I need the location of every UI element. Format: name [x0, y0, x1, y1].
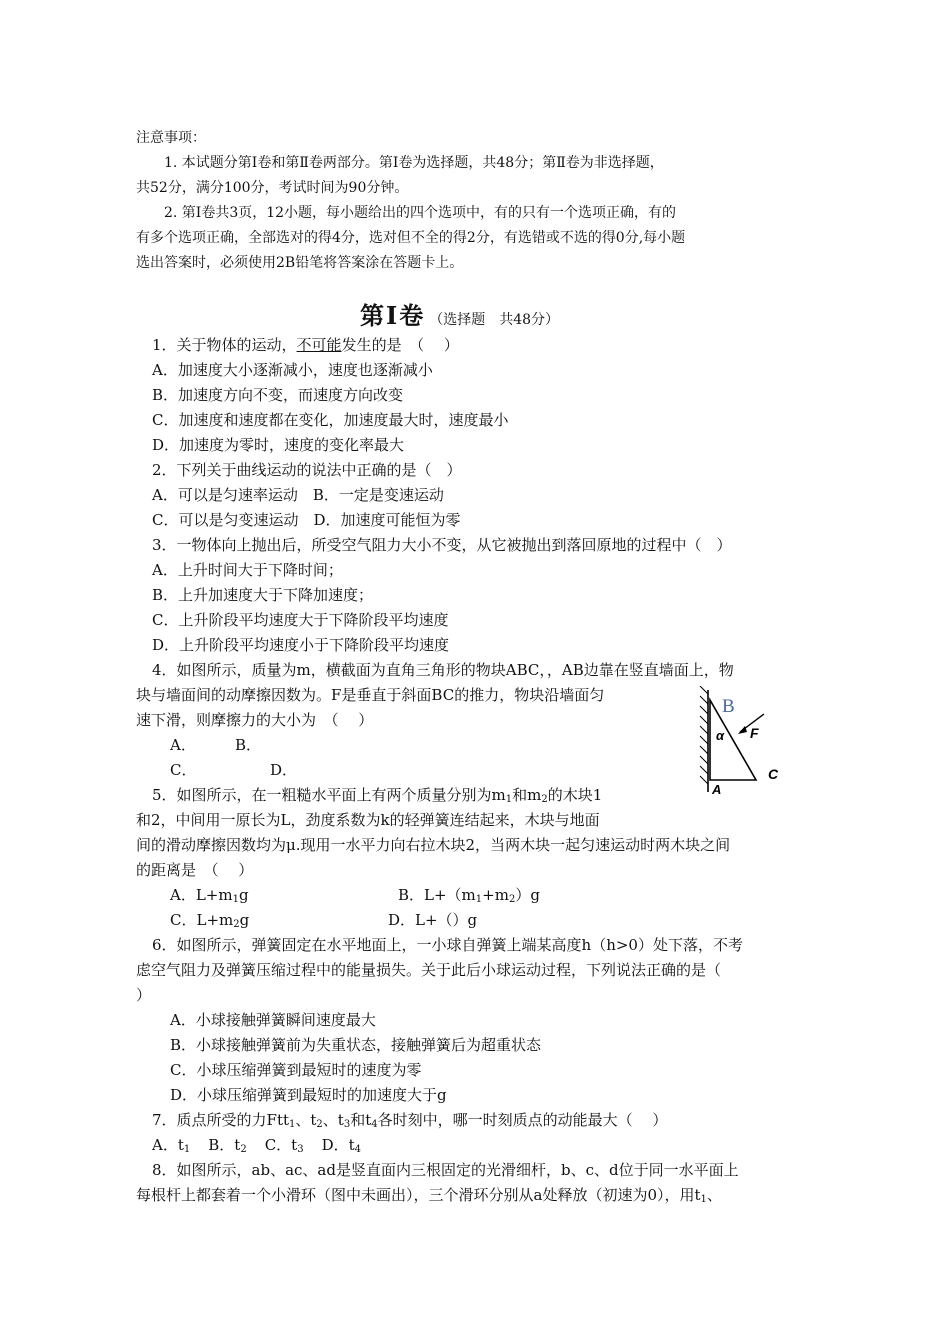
q5-l1-mid: 和m: [512, 786, 542, 804]
label-a: A: [712, 782, 722, 797]
q7-option-a: A．t: [152, 1136, 184, 1154]
q5-option-d: D．L+（）g: [388, 911, 478, 929]
q7-options: [152, 1135, 361, 1155]
q4-option-a: A．: [170, 736, 196, 754]
wall-hatching: [700, 686, 708, 784]
notes-line-4: 有多个选项正确，全部选对的得4分，选对但不全的得2分，有选错或不选的得0分,每小题: [136, 230, 686, 246]
q8-l2-post: 、: [706, 1186, 722, 1204]
q5-c-sub: 2: [233, 919, 240, 930]
q4-line-2: 块与墙面间的动摩擦因数为。F是垂直于斜面BC的推力，物块沿墙面匀: [136, 686, 605, 704]
q7-stem-pre: 7．质点所受的力Ftt: [152, 1111, 290, 1129]
q7-stem-sub1: 1: [289, 1119, 296, 1130]
q3-option-c: C．上升阶段平均速度大于下降阶段平均速度: [152, 611, 449, 629]
q5-b-pre: B．L+（m: [398, 886, 476, 904]
q4-option-d: D．: [270, 761, 298, 779]
q7-stem-mid1: 、t: [295, 1111, 317, 1129]
notes-line-1: 1. 本试题分第Ⅰ卷和第Ⅱ卷两部分。第Ⅰ卷为选择题，共48分；第Ⅱ卷为非选择题，: [164, 155, 664, 171]
q8-line-1: 8．如图所示，ab、ac、ad是竖直面内三根固定的光滑细杆，b、c、d位于同一水平面上: [152, 1161, 739, 1179]
q5-line-2: 和2，中间用一原长为L，劲度系数为k的轻弹簧连结起来，木块与地面: [136, 811, 600, 829]
q7-stem: [152, 1110, 667, 1130]
q5-l1-post: 的木块1: [547, 786, 603, 804]
q7-stem-mid3: 和t: [350, 1111, 372, 1129]
q5-a-post: g: [238, 886, 249, 904]
q7-option-b: B．t: [208, 1136, 241, 1154]
q1-stem-pre: 1．关于物体的运动，: [152, 336, 297, 354]
label-c: C: [768, 766, 779, 782]
q6-line-1: 6．如图所示，弹簧固定在水平地面上，一小球自弹簧上端某高度h（h>0）处下落，不考: [152, 936, 743, 954]
q3-option-b: B．上升加速度大于下降加速度；: [152, 586, 374, 604]
notes-line-2: 共52分，满分100分，考试时间为90分钟。: [136, 180, 409, 196]
q6-option-c: C．小球压缩弹簧到最短时的速度为零: [170, 1061, 422, 1079]
q8-l2-pre: 每根杆上都套着一个小滑环（图中未画出），三个滑环分别从a处释放（初速为0），用t: [136, 1186, 701, 1204]
q3-option-d: D．上升阶段平均速度小于下降阶段平均速度: [152, 636, 450, 654]
notes-heading: 注意事项：: [136, 130, 206, 146]
q5-line-4: 的距离是 （ ）: [136, 861, 254, 879]
q7-option-c: C．t: [264, 1136, 298, 1154]
q5-option-c: [170, 910, 249, 930]
q6-option-a: A．小球接触弹簧瞬间速度最大: [170, 1011, 376, 1029]
q7-option-d: D．t: [321, 1136, 355, 1154]
section-title: [360, 296, 559, 331]
q5-c-pre: C．L+m: [170, 911, 234, 929]
q5-a-sub: 1: [232, 894, 239, 905]
q2-options-ab: A．可以是匀速率运动 B．一定是变速运动: [152, 486, 444, 504]
q1-option-d: D．加速度为零时，速度的变化率最大: [152, 436, 405, 454]
q4-option-b: B．: [235, 736, 262, 754]
q5-l1-sub1: 1: [505, 794, 513, 805]
q7-option-d-sub: 4: [354, 1144, 362, 1155]
q7-option-b-sub: 2: [240, 1144, 247, 1155]
q7-stem-sub3: 3: [343, 1119, 351, 1130]
q1-option-c: C．加速度和速度都在变化，加速度最大时，速度最小: [152, 411, 509, 429]
notes-line-5: 选出答案时，必须使用2B铅笔将答案涂在答题卡上。: [136, 255, 464, 271]
q4-triangle-figure: [698, 686, 788, 798]
q5-b-mid: +m: [482, 886, 509, 904]
q5-l1-pre: 5．如图所示，在一粗糙水平面上有两个质量分别为m: [152, 786, 506, 804]
q1-stem-underline: 不可能: [296, 336, 342, 354]
q8-l2-sub: 1: [700, 1194, 707, 1205]
q1-option-b: B．加速度方向不变，而速度方向改变: [152, 386, 404, 404]
q5-l1-sub2: 2: [541, 794, 548, 805]
q5-b-sub1: 1: [475, 894, 483, 905]
q6-line-3: ）: [136, 986, 152, 1004]
q2-stem: 2．下列关于曲线运动的说法中正确的是（ ）: [152, 461, 462, 479]
label-f: F: [750, 725, 759, 741]
q8-line-2: [136, 1185, 722, 1205]
q1-stem: [152, 335, 459, 355]
q5-line-3: 间的滑动摩擦因数均为μ.现用一水平力向右拉木块2，当两木块一起匀速运动时两木块之间: [136, 836, 731, 854]
q7-option-c-sub: 3: [297, 1144, 304, 1155]
section-title-sub: （选择题 共48分）: [429, 312, 560, 328]
q7-stem-mid2: 、t: [322, 1111, 344, 1129]
q5-a-pre: A．L+m: [170, 886, 233, 904]
q6-option-b: B．小球接触弹簧前为失重状态，接触弹簧后为超重状态: [170, 1036, 542, 1054]
q1-option-a: A．加速度大小逐渐减小，速度也逐渐减小: [152, 361, 433, 379]
q4-line-3: 速下滑，则摩擦力的大小为 （ ）: [136, 711, 374, 729]
q5-option-b: [398, 885, 540, 905]
section-title-main: 第Ⅰ卷: [360, 301, 426, 330]
q3-stem: 3．一物体向上抛出后，所受空气阻力大小不变，从它被抛出到落回原地的过程中（ ）: [152, 536, 732, 554]
q5-c-post: g: [239, 911, 250, 929]
q3-option-a: A．上升时间大于下降时间；: [152, 561, 343, 579]
q5-b-post: ）g: [515, 886, 540, 904]
q2-options-cd: C．可以是匀变速运动 D．加速度可能恒为零: [152, 511, 461, 529]
notes-line-3: 2. 第Ⅰ卷共3页，12小题，每小题给出的四个选项中，有的只有一个选项正确，有的: [164, 205, 677, 221]
q7-stem-sub4: 4: [371, 1119, 378, 1130]
q4-option-c: C．: [170, 761, 197, 779]
q6-option-d: D．小球压缩弹簧到最短时的加速度大于g: [170, 1086, 447, 1104]
q5-line-1: [152, 785, 602, 805]
label-b: B: [722, 696, 735, 717]
q4-line-1: 4．如图所示，质量为m，横截面为直角三角形的物块ABC，，AB边靠在竖直墙面上，物: [152, 661, 734, 679]
q5-b-sub2: 2: [508, 894, 516, 905]
q6-line-2: 虑空气阻力及弹簧压缩过程中的能量损失。关于此后小球运动过程，下列说法正确的是（: [136, 961, 722, 979]
label-alpha: α: [716, 728, 725, 743]
q1-stem-post: 发生的是 （ ）: [341, 336, 459, 354]
q5-option-a: [170, 885, 249, 905]
q7-option-a-sub: 1: [183, 1144, 191, 1155]
q7-stem-sub2: 2: [316, 1119, 323, 1130]
q7-stem-post: 各时刻中，哪一时刻质点的动能最大（ ）: [377, 1111, 668, 1129]
